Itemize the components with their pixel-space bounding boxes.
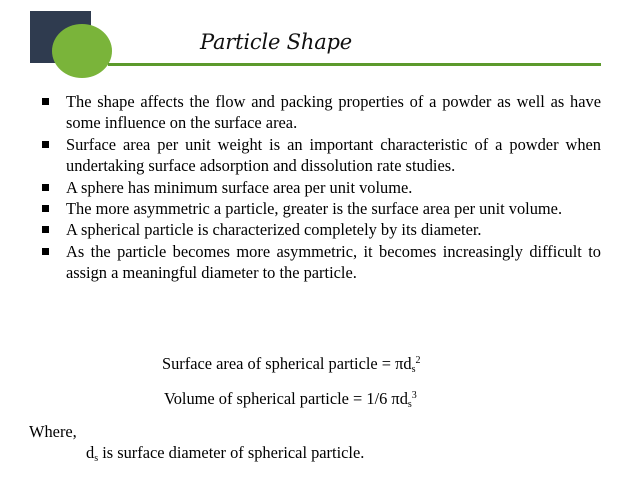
square-bullet-icon xyxy=(42,226,49,233)
volume-formula: Volume of spherical particle = 1/6 $\pi d_s^3$ xyxy=(164,389,417,410)
definition-line: $d_s$ is surface diameter of spherical particle. xyxy=(86,443,365,464)
bullet-item: The shape affects the flow and packing properties of a powder as well as have some influence on the surface area. xyxy=(38,91,601,134)
square-bullet-icon xyxy=(42,205,49,212)
bullet-item: A spherical particle is characterized completely by its diameter. xyxy=(38,219,601,240)
bullet-item: As the particle becomes more asymmetric, it becomes increasingly difficult to assign a meaningful diameter to the particle. xyxy=(38,241,601,284)
slide-title: Particle Shape xyxy=(200,30,352,54)
decorative-green-circle xyxy=(52,24,112,78)
square-bullet-icon xyxy=(42,248,49,255)
bullet-item: Surface area per unit weight is an important characteristic of a powder when undertaking surface adsorption and dissolution rate studies. xyxy=(38,134,601,177)
where-label: Where, xyxy=(29,422,77,441)
bullet-list xyxy=(38,91,601,284)
bullet-item: A sphere has minimum surface area per unit volume. xyxy=(38,177,601,198)
square-bullet-icon xyxy=(42,141,49,148)
surface-area-formula: Surface area of spherical particle = $\pi d_s^2$ xyxy=(162,354,421,375)
title-underline xyxy=(108,63,601,66)
bullet-item: The more asymmetric a particle, greater is the surface area per unit volume. xyxy=(38,198,601,219)
square-bullet-icon xyxy=(42,98,49,105)
square-bullet-icon xyxy=(42,184,49,191)
